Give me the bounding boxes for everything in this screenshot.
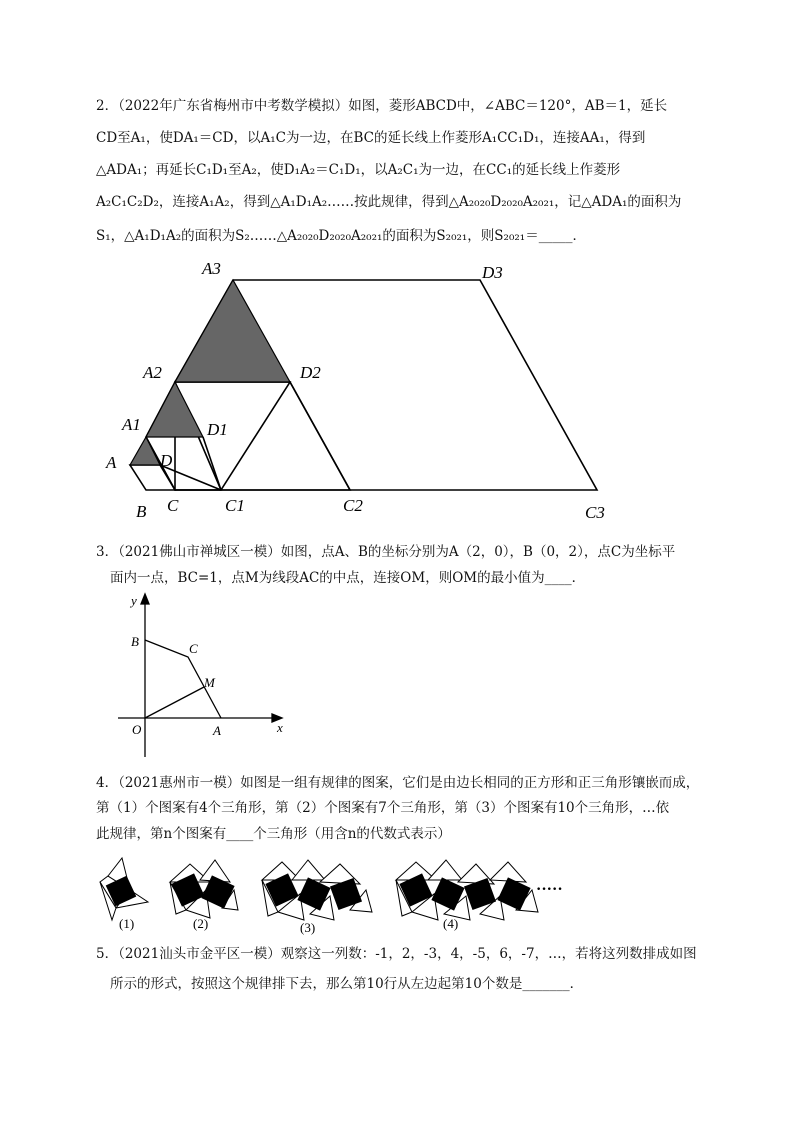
coordinate-figure bbox=[0, 590, 794, 770]
label-M: M bbox=[204, 675, 215, 690]
shaded-triangle-2 bbox=[146, 382, 203, 437]
label-x: x bbox=[277, 720, 283, 735]
shaded-triangle-3 bbox=[175, 280, 290, 382]
pattern-4 bbox=[396, 860, 538, 920]
pattern-3 bbox=[262, 860, 372, 920]
pattern-1 bbox=[100, 858, 148, 920]
label-A3-pt: A bbox=[213, 723, 221, 738]
label-B3: B bbox=[131, 634, 139, 649]
p5-line-2: 所示的形式，按照这个规律排下去，那么第10行从左边起第10个数是_______． bbox=[110, 976, 584, 992]
label-D2: D2 bbox=[300, 363, 321, 382]
pattern-figure bbox=[0, 850, 794, 940]
rhombus-chain-figure bbox=[0, 0, 794, 540]
p2-line-3: △ADA₁；再延长C₁D₁至A₂，使D₁A₂＝C₁D₁，以A₂C₁为一边，在CC₁的延长线上作菱形 bbox=[96, 162, 621, 178]
label-B: B bbox=[136, 502, 147, 521]
label-D: D bbox=[160, 451, 173, 470]
label-A: A bbox=[106, 453, 117, 472]
pattern-ellipsis: ····· bbox=[536, 881, 563, 898]
p2-line-2: CD至A₁，使DA₁＝CD，以A₁C为一边，在BC的延长线上作菱形A₁CC₁D₁，连接AA₁，得到 bbox=[96, 130, 646, 146]
pattern-caption-3: (3) bbox=[300, 920, 316, 935]
label-y: y bbox=[131, 593, 137, 608]
shaded-triangle-1 bbox=[130, 437, 160, 465]
pattern-caption-2: (2) bbox=[193, 916, 209, 931]
pattern-caption-1: (1) bbox=[119, 916, 135, 931]
label-A1: A1 bbox=[122, 415, 141, 434]
label-C2: C2 bbox=[343, 496, 363, 515]
p4-line-3: 此规律，第n个图案有____个三角形（用含n的代数式表示） bbox=[96, 826, 451, 842]
p4-line-2: 第（1）个图案有4个三角形，第（2）个图案有7个三角形，第（3）个图案有10个三角形，…依 bbox=[96, 800, 670, 816]
p3-line-1: 3．（2021佛山市禅城区一模）如图，点A、B的坐标分别为A（2，0），B（0，2），点C为坐标平 bbox=[96, 544, 676, 560]
label-A2: A2 bbox=[143, 363, 162, 382]
p2-line-5: S₁，△A₁D₁A₂的面积为S₂……△A₂₀₂₀D₂₀₂₀A₂₀₂₁的面积为S₂₀₂₁，则S₂₀₂₁＝_____． bbox=[96, 228, 586, 244]
p2-line-4: A₂C₁C₂D₂，连接A₁A₂，得到△A₁D₁A₂……按此规律，得到△A₂₀₂₀D₂₀₂₀A₂₀₂₁，记△ADA₁的面积为 bbox=[96, 194, 682, 210]
label-A3: A3 bbox=[202, 259, 221, 278]
p3-line-2: 面内一点，BC=1，点M为线段AC的中点，连接OM，则OM的最小值为____． bbox=[110, 570, 586, 586]
label-C1: C1 bbox=[225, 496, 245, 515]
p5-line-1: 5．（2021汕头市金平区一模）观察这一列数：-1，2，-3，4，-5，6，-7，…，若将这列数排成如图 bbox=[96, 946, 697, 962]
label-O: O bbox=[132, 722, 142, 737]
label-C3: C bbox=[189, 641, 198, 656]
label-C: C bbox=[167, 496, 179, 515]
label-D3: D3 bbox=[482, 263, 503, 282]
p2-line-1: 2．（2022年广东省梅州市中考数学模拟）如图，菱形ABCD中，∠ABC＝120°，AB＝1，延长 bbox=[96, 98, 668, 114]
label-D1: D1 bbox=[207, 420, 228, 439]
label-C3: C3 bbox=[585, 503, 605, 522]
p4-line-1: 4．（2021惠州市一模）如图是一组有规律的图案，它们是由边长相同的正方形和正三角形镶嵌而成， bbox=[96, 775, 700, 791]
pattern-caption-4: (4) bbox=[443, 916, 459, 931]
pattern-2 bbox=[170, 860, 238, 918]
